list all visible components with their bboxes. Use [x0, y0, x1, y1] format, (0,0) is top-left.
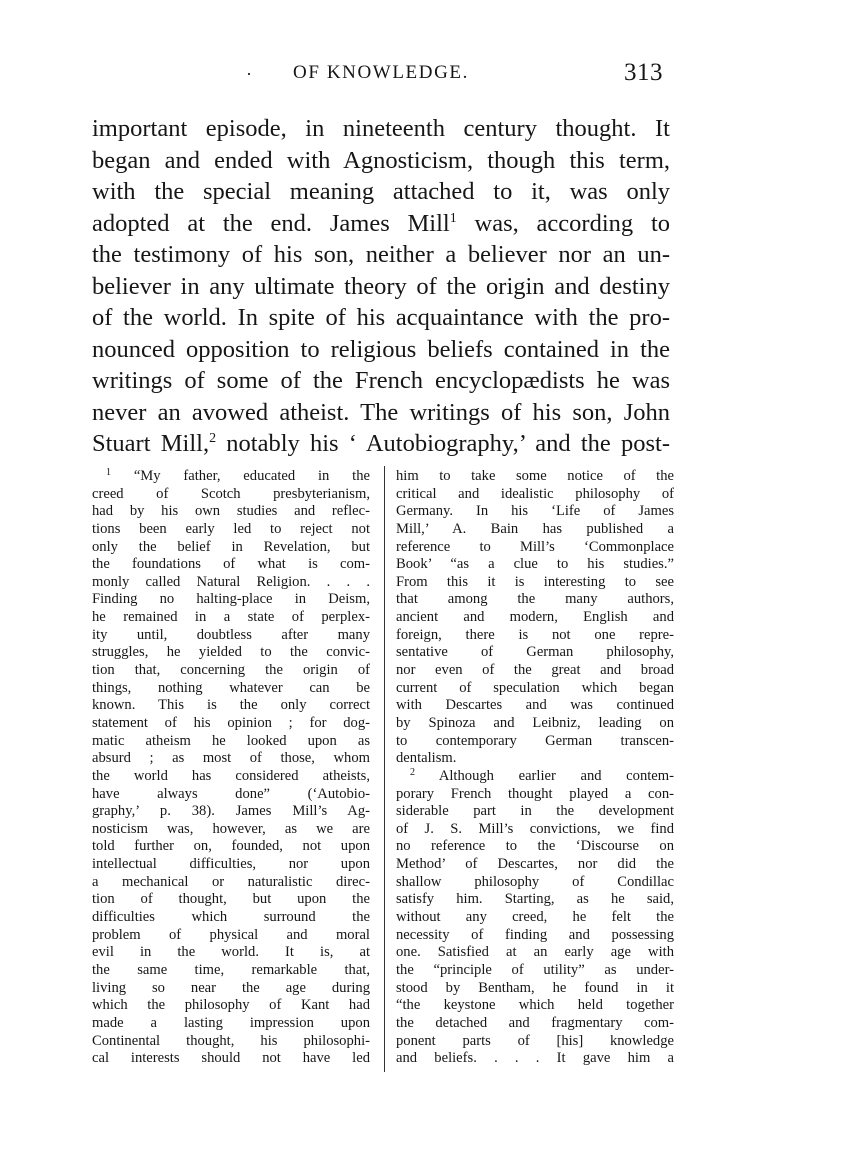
footnote-line: graphy,’ p. 38). James Mill’s Ag-	[92, 803, 370, 820]
column-divider	[384, 466, 385, 1072]
footnote-line: nosticism was, however, as we are	[92, 820, 370, 837]
footnote-line: monly called Natural Religion. . . .	[92, 573, 370, 590]
footnote-line: cal interests should not have led	[92, 1050, 370, 1067]
footnote-line: the foundations of what is com-	[92, 556, 370, 573]
running-header	[0, 59, 850, 92]
body-line-end: was, according to	[474, 209, 670, 237]
footnote-line: of J. S. Mill’s convictions, we find	[396, 820, 674, 837]
body-line: never an avowed atheist. The writings of his son, John	[92, 398, 670, 426]
footnote-line: sentative of German philosophy,	[396, 644, 674, 661]
footnote-line: reference to Mill’s ‘Commonplace	[396, 538, 674, 555]
footnote-line: matic atheism he looked upon as	[92, 732, 370, 749]
body-line-with-ref	[92, 208, 670, 240]
footnote-column-right	[396, 468, 674, 1068]
footnote-line: without any creed, he felt the	[396, 909, 674, 926]
footnote-line: evil in the world. It is, at	[92, 944, 370, 961]
body-line-with-ref	[92, 428, 670, 460]
footnote-line: current of speculation which began	[396, 679, 674, 696]
footnote-line: nor even of the great and broad	[396, 662, 674, 679]
footnote-line: Germany. In his ‘Life of James	[396, 503, 674, 520]
body-line: nounced opposition to religious beliefs contained in the	[92, 335, 670, 363]
footnote-marker-1: 1	[106, 467, 111, 478]
body-line: believer in any ultimate theory of the origin and destiny	[92, 272, 670, 300]
footnote-line: the detached and fragmentary com-	[396, 1014, 674, 1031]
footnote-line: only the belief in Revelation, but	[92, 538, 370, 555]
footnote-text: Although earlier and contem-	[438, 767, 674, 784]
footnote-line: porary French thought played a con-	[396, 785, 674, 802]
footnote-line: and beliefs. . . . It gave him a	[396, 1050, 674, 1067]
footnote-line: ponent parts of [his] knowledge	[396, 1032, 674, 1049]
footnote-line: he remained in a state of perplex-	[92, 609, 370, 626]
body-line: began and ended with Agnosticism, though this term,	[92, 146, 670, 174]
body-line-end: notably his ‘ Autobiography,’ and the post-	[226, 430, 671, 457]
footnote-line: shallow philosophy of Condillac	[396, 873, 674, 890]
footnote-line: by Spinoza and Leibniz, leading on	[396, 714, 674, 731]
footnote-line: problem of physical and moral	[92, 926, 370, 943]
footnote-line: a mechanical or naturalistic direc-	[92, 873, 370, 890]
footnote-line: Book’ “as a clue to his studies.”	[396, 556, 674, 573]
footnote-line: things, nothing whatever can be	[92, 679, 370, 696]
footnote-line: foreign, there is not one repre-	[396, 626, 674, 643]
footnote-ref-2: 2	[209, 431, 217, 446]
footnote-line: creed of Scotch presbyterianism,	[92, 485, 370, 502]
body-line: with the special meaning attached to it, was only	[92, 178, 670, 205]
footnote-line: ity until, doubtless after many	[92, 626, 370, 643]
footnote-line	[92, 468, 370, 486]
footnote-marker-2: 2	[410, 766, 415, 778]
footnote-line	[396, 768, 674, 786]
footnote-line: which the philosophy of Kant had	[92, 997, 370, 1014]
footnote-text: “My father, educated in the	[133, 468, 370, 484]
body-text	[92, 113, 670, 460]
body-line: important episode, in nineteenth century thought. It	[92, 115, 670, 142]
page-number: 313	[624, 59, 663, 86]
footnote-line: made a lasting impression upon	[92, 1014, 370, 1031]
footnote-line: “the keystone which held together	[396, 997, 674, 1014]
footnote-line: critical and idealistic philosophy of	[396, 485, 674, 502]
body-line-start: adopted at the end. James Mill	[92, 209, 450, 237]
body-line-start: Stuart Mill,	[92, 430, 210, 457]
footnote-line: struggles, he yielded to the convic-	[92, 644, 370, 661]
footnote-line: absurd ; as most of those, whom	[92, 750, 370, 767]
body-line: of the world. In spite of his acquaintance with the pro-	[92, 304, 670, 331]
footnote-line: have always done” (‘Autobio-	[92, 785, 370, 802]
running-title: OF KNOWLEDGE.	[293, 62, 469, 83]
body-line: the testimony of his son, neither a believer nor an un-	[92, 241, 670, 268]
footnote-line: known. This is the only correct	[92, 697, 370, 714]
footnote-line: siderable part in the development	[396, 803, 674, 820]
footnote-line: tion that, concerning the origin of	[92, 662, 370, 679]
footnote-line: ancient and modern, English and	[396, 609, 674, 626]
footnote-line: tions been early led to reject not	[92, 520, 370, 537]
footnote-line: stood by Bentham, he found in it	[396, 979, 674, 996]
footnote-line: that among the many authors,	[396, 591, 674, 608]
footnote-line: living so near the age during	[92, 979, 370, 996]
footnote-line: statement of his opinion ; for dog-	[92, 714, 370, 731]
footnote-line: the same time, remarkable that,	[92, 961, 370, 978]
body-line: writings of some of the French encyclopædists he was	[92, 367, 670, 394]
footnote-line: Method’ of Descartes, nor did the	[396, 856, 674, 873]
footnote-line: him to take some notice of the	[396, 468, 674, 484]
footnote-line: necessity of finding and possessing	[396, 926, 674, 943]
footnote-line: the world has considered atheists,	[92, 767, 370, 784]
footnote-line: the “principle of utility” as under-	[396, 961, 674, 978]
footnote-line: difficulties which surround the	[92, 909, 370, 926]
footnote-ref-1: 1	[449, 210, 457, 226]
footnote-line: had by his own studies and reflec-	[92, 503, 370, 520]
footnote-line: intellectual difficulties, nor upon	[92, 856, 370, 873]
footnote-line: Continental thought, his philosophi-	[92, 1032, 370, 1049]
footnote-line: tion of thought, but upon the	[92, 891, 370, 908]
footnote-column-left	[92, 468, 370, 1068]
footnote-line: dentalism.	[396, 750, 457, 767]
footnote-line: satisfy him. Starting, as he said,	[396, 891, 674, 908]
footnote-line: with Descartes and was continued	[396, 697, 674, 714]
footnote-line: Mill,’ A. Bain has published a	[396, 520, 674, 537]
footnote-line: told further on, founded, not upon	[92, 838, 370, 855]
footnote-line: no reference to the ‘Discourse on	[396, 838, 674, 855]
footnote-line: to contemporary German transcen-	[396, 732, 674, 749]
footnote-line: one. Satisfied at an early age with	[396, 944, 674, 961]
footnote-line: From this it is interesting to see	[396, 573, 674, 590]
footnote-line: Finding no halting-place in Deism,	[92, 591, 370, 608]
header-ornament: ·	[246, 64, 252, 84]
